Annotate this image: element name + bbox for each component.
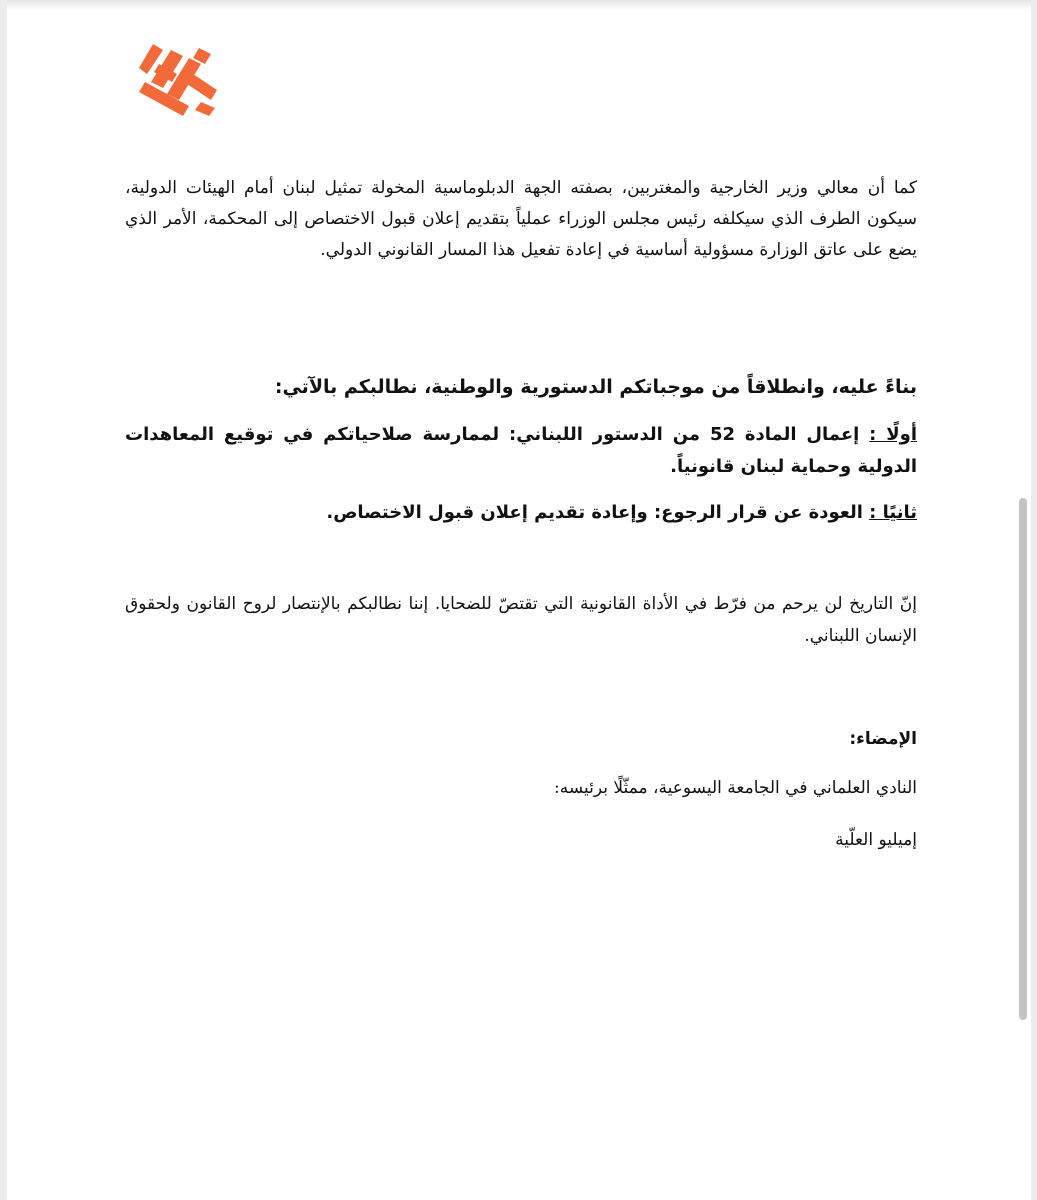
demand-first-label: أولًا :: [869, 424, 918, 445]
demand-item-second: [125, 497, 917, 529]
secular-club-logo-icon: [139, 44, 217, 116]
paragraph-history: إنّ التاريخ لن يرحم من فرّط في الأداة القانونية التي تقتصّ للضحايا. إننا نطالبكم بالإنتصار لروح القانون ولحقوق الإنسان اللبناني.: [125, 594, 917, 646]
signature-name: إميليو العلّية: [835, 830, 917, 850]
document-page: [7, 0, 1031, 1200]
paragraph-foreign-minister: كما أن معالي وزير الخارجية والمغتربين، بصفته الجهة الدبلوماسية المخولة تمثيل لبنان أمام الهيئات الدولية، سيكون الطرف الذي سيكلفه رئيس مجلس الوزراء عملياً بتقديم إعلان قبول الاختصاص إلى المحكمة، الأمر الذي يضع على عاتق الوزارة مسؤولية أساسية في إعادة تفعيل هذا المسار القانوني الدولي.: [125, 178, 917, 260]
demand-item-first: [125, 419, 917, 483]
page-top-edge: [7, 0, 1031, 10]
demand-first-text: إعمال المادة 52 من الدستور اللبناني: لممارسة صلاحياتكم في توقيع المعاهدات الدولية وحماية لبنان قانونياً.: [125, 424, 917, 477]
demand-second-text: العودة عن قرار الرجوع: وإعادة تقديم إعلان قبول الاختصاص.: [326, 502, 870, 523]
demand-second-label: ثانيًا :: [869, 502, 917, 523]
scrollbar-thumb[interactable]: [1019, 498, 1027, 1020]
logo-shapes: [139, 44, 217, 116]
signature-label: الإمضاء:: [849, 729, 917, 749]
signature-club: النادي العلماني في الجامعة اليسوعية، ممثّلًا برئيسه:: [554, 778, 917, 798]
demands-heading: بناءً عليه، وانطلاقاً من موجباتكم الدستورية والوطنية، نطالبكم بالآتي:: [274, 376, 917, 398]
